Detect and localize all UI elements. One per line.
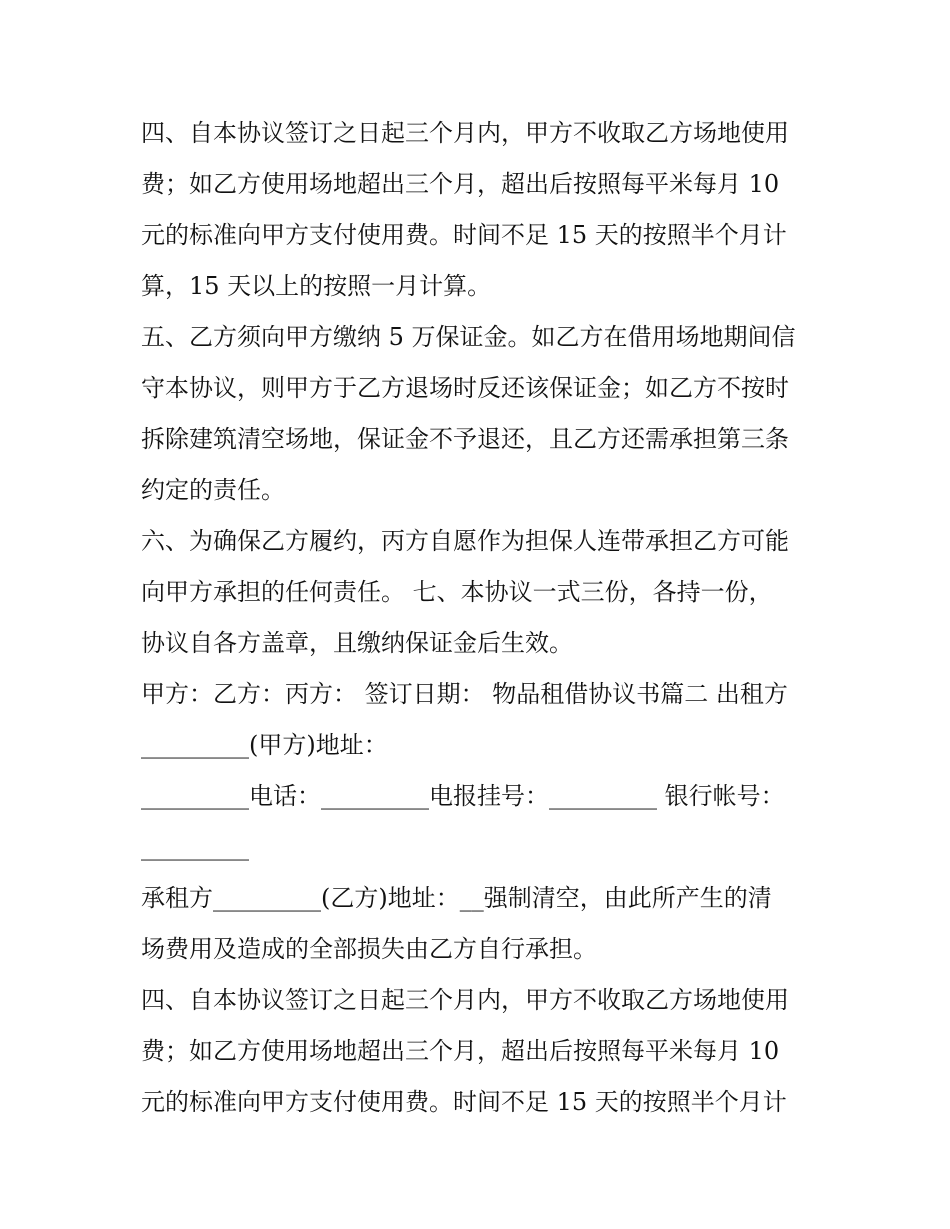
- agreement-text: [141, 108, 821, 1128]
- text-line: 协议自各方盖章，且缴纳保证金后生效。: [141, 629, 573, 657]
- text-line: 五、乙方须向甲方缴纳 5 万保证金。如乙方在借用场地期间信: [141, 323, 796, 351]
- text-line: _________: [141, 833, 249, 861]
- text-line: 六、为确保乙方履约，丙方自愿作为担保人连带承担乙方可能: [141, 527, 789, 555]
- text-line: 守本协议，则甲方于乙方退场时反还该保证金；如乙方不按时: [141, 374, 789, 402]
- text-line: 甲方：乙方：丙方： 签订日期： 物品租借协议书篇二 出租方: [141, 680, 788, 708]
- text-line: 四、自本协议签订之日起三个月内，甲方不收取乙方场地使用: [141, 986, 789, 1014]
- text-line: 四、自本协议签订之日起三个月内，甲方不收取乙方场地使用: [141, 119, 789, 147]
- text-line: 向甲方承担的任何责任。 七、本协议一式三份，各持一份，: [141, 578, 773, 606]
- text-line: 拆除建筑清空场地，保证金不予退还，且乙方还需承担第三条: [141, 425, 789, 453]
- text-line: 算，15 天以上的按照一月计算。: [141, 272, 492, 300]
- text-line: _________(甲方)地址：: [141, 731, 388, 759]
- text-line: _________电话：_________电报挂号：_________ 银行帐号：: [141, 782, 785, 810]
- text-line: 场费用及造成的全部损失由乙方自行承担。: [141, 935, 597, 963]
- text-line: 费；如乙方使用场地超出三个月，超出后按照每平米每月 10: [141, 170, 780, 198]
- text-line: 元的标准向甲方支付使用费。时间不足 15 天的按照半个月计: [141, 221, 787, 249]
- text-line: 元的标准向甲方支付使用费。时间不足 15 天的按照半个月计: [141, 1088, 787, 1116]
- text-line: 费；如乙方使用场地超出三个月，超出后按照每平米每月 10: [141, 1037, 780, 1065]
- text-line: 承租方_________(乙方)地址：__强制清空，由此所产生的清: [141, 884, 772, 912]
- text-line: 约定的责任。: [141, 476, 285, 504]
